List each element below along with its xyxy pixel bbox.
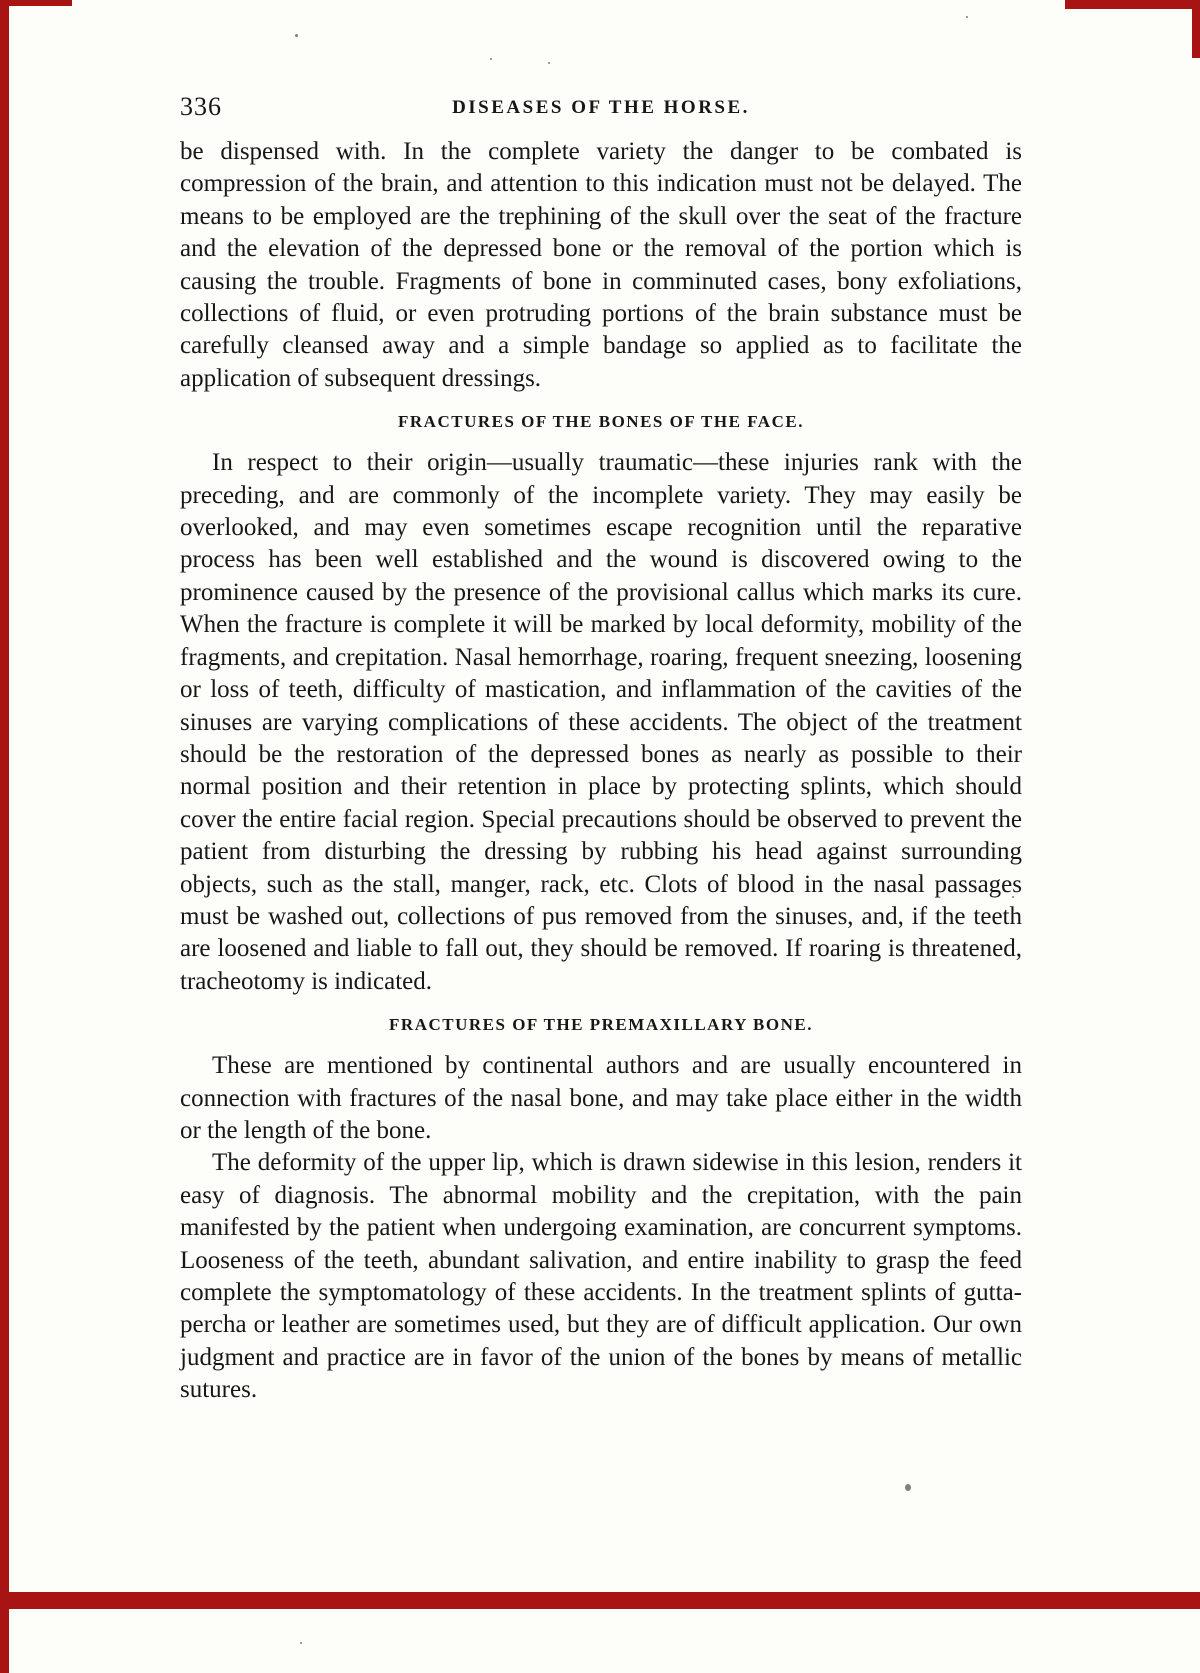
scan-edge-left bbox=[0, 0, 9, 1673]
scan-edge-bottom bbox=[0, 1592, 1200, 1609]
scanned-book-page bbox=[180, 88, 1022, 1407]
scan-edge-top-right bbox=[1065, 0, 1200, 9]
section-heading-fractures-face: FRACTURES OF THE BONES OF THE FACE. bbox=[398, 412, 804, 432]
scan-speck bbox=[295, 34, 298, 37]
paragraph: The deformity of the upper lip, which is drawn sidewise in this lesion, renders it easy of diagnosis. The abnormal mobility and the crepitation, with the pain manifested by the patient when undergoing examination, are concurrent symptoms. Looseness of the teeth, abundant salivation, and entire inability to grasp the feed complete the symptomatology of these accidents. In the treatment splints of gutta-percha or leather are sometimes used, but they are of difficult application. Our own judgment and practice are in favor of the union of the bones by means of metallic sutures. bbox=[180, 1149, 1022, 1404]
scan-edge-top-left bbox=[0, 0, 72, 6]
scan-speck bbox=[300, 1642, 302, 1644]
scan-speck bbox=[966, 16, 968, 18]
paragraph: These are mentioned by continental authors and are usually encountered in connection with fractures of the nasal bone, and may take place either in the width or the length of the bone. bbox=[180, 1052, 1022, 1144]
scan-edge-right-top bbox=[1192, 0, 1200, 58]
page-header bbox=[180, 88, 1022, 136]
ink-blot bbox=[905, 1484, 911, 1491]
section-heading-fractures-premaxillary: FRACTURES OF THE PREMAXILLARY BONE. bbox=[389, 1015, 813, 1035]
scan-speck bbox=[490, 58, 492, 60]
paragraph-continuation: be dispensed with. In the complete variety the danger to be combated is compression of the brain, and attention to this indication must not be delayed. The means to be employed are the trephining of the skull over the seat of the fracture and the elevation of the depressed bone or the removal of the portion which is causing the trouble. Fragments of bone in comminuted cases, bony exfoliations, collections of fluid, or even protruding portions of the brain substance must be carefully cleansed away and a simple bandage so applied as to facilitate the application of subsequent dressings. bbox=[180, 138, 1022, 392]
scan-speck bbox=[548, 62, 550, 64]
running-header: DISEASES OF THE HORSE. bbox=[452, 97, 750, 118]
paragraph: In respect to their origin—usually traumatic—these injuries rank with the preceding, and are commonly of the incomplete variety. They may easily be overlooked, and may even sometimes escape recognition until the reparative process has been well established and the wound is discovered owing to the prominence caused by the presence of the provisional callus which marks its cure. When the fracture is complete it will be marked by local deformity, mobility of the fragments, and crepitation. Nasal hemorrhage, roaring, frequent sneezing, loosening or loss of teeth, difficulty of mastication, and inflammation of the cavities of the sinuses are varying complications of these accidents. The object of the treatment should be the restoration of the depressed bones as nearly as possible to their normal position and their retention in place by protecting splints, which should cover the entire facial region. Special precautions should be observed to prevent the patient from disturbing the dressing by rubbing his head against surrounding objects, such as the stall, manger, rack, etc. Clots of blood in the nasal passages must be washed out, collections of pus removed from the sinuses, and, if the teeth are loosened and liable to fall out, they should be removed. If roaring is threatened, tracheotomy is indicated. bbox=[180, 449, 1022, 995]
page-number: 336 bbox=[180, 92, 222, 121]
